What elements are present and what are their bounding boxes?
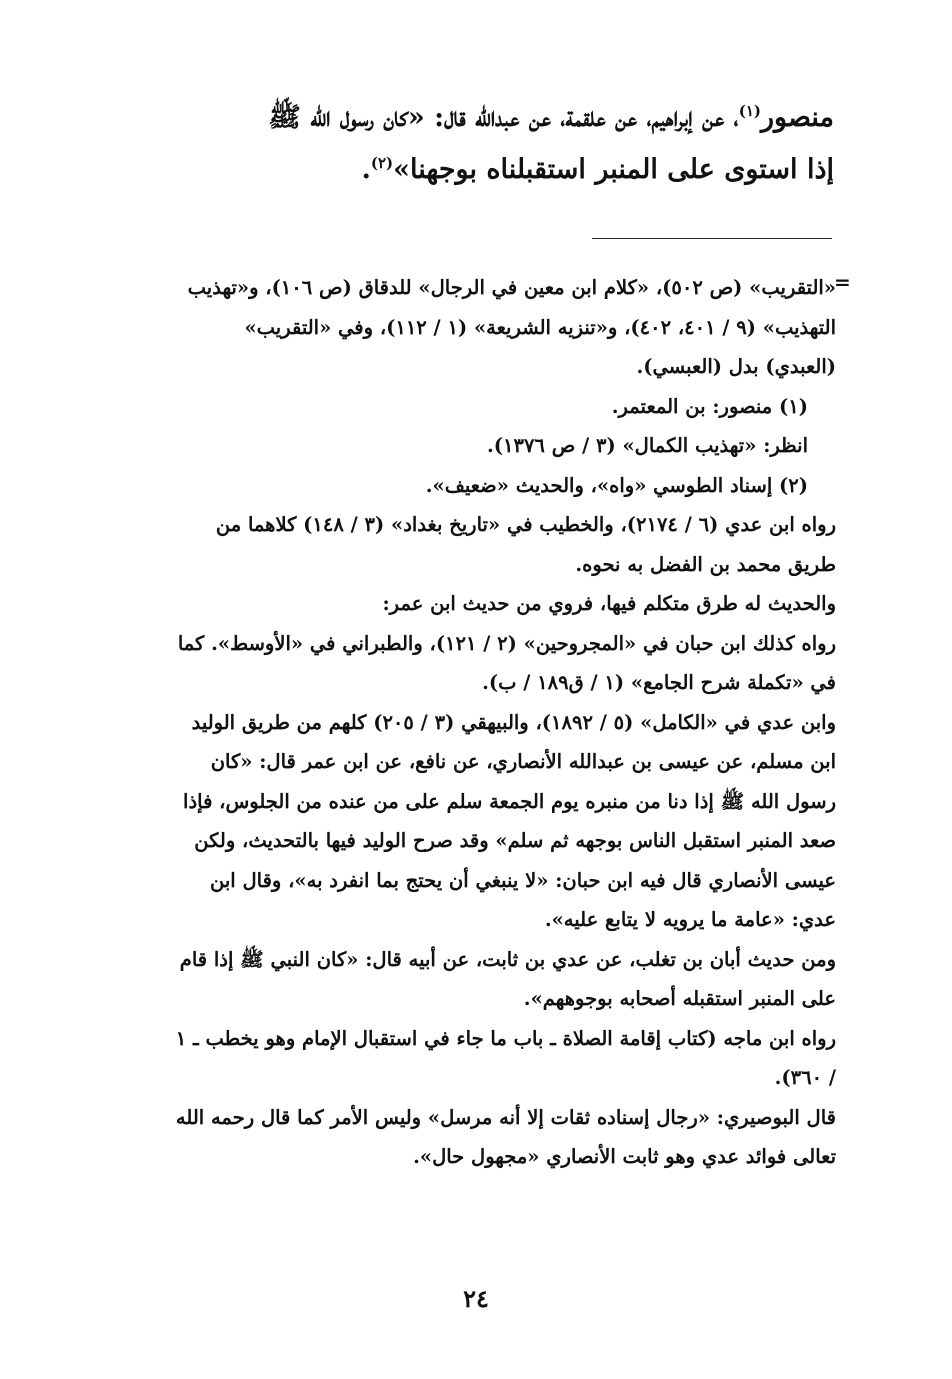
main-line-2 bbox=[110, 144, 834, 196]
footnote-ref-2[interactable]: (٢) bbox=[370, 154, 394, 172]
footnote-line: في «تكملة شرح الجامع» (١ / ق١٨٩ / ب). bbox=[482, 671, 836, 694]
footnote-line: قال البوصيري: «رجال إسناده ثقات إلا أنه مرسل» وليس الأمر كما قال رحمه الله bbox=[175, 1105, 836, 1129]
footnote-line: انظر: «تهذيب الكمال» (٣ / ص ١٣٧٦). bbox=[487, 434, 808, 457]
footnote-line: وابن عدي في «الكامل» (٥ / ١٨٩٢)، والبيهقي (٣ / ٢٠٥) كلهم من طريق الوليد bbox=[191, 710, 836, 734]
continuation-mark: = bbox=[834, 270, 851, 294]
footnote-line: ابن مسلم، عن عيسى بن عبدالله الأنصاري، عن نافع، عن ابن عمر قال: «كان bbox=[210, 750, 836, 773]
footnote-line: صعد المنبر استقبل الناس بوجهه ثم سلم» وقد صرح الوليد فيها بالتحديث، ولكن bbox=[194, 829, 836, 852]
footnote-line: رواه ابن عدي (٦ / ٢١٧٤)، والخطيب في «تاريخ بغداد» (٣ / ١٤٨) كلاهما من bbox=[215, 513, 836, 536]
footnote-line: «التقريب» (ص ٥٠٢)، «كلام ابن معين في الرجال» للدقاق (ص ١٠٦)، و«تهذيب bbox=[187, 276, 836, 299]
footnote-line: عدي: «عامة ما يرويه لا يتابع عليه». bbox=[544, 908, 836, 931]
footnote-line: طريق محمد بن الفضل به نحوه. bbox=[575, 552, 836, 576]
footnote-line: والحديث له طرق متكلم فيها، فروي من حديث ابن عمر: bbox=[382, 592, 836, 615]
main-text-segment: منصور bbox=[760, 102, 834, 133]
footnote-line: رواه كذلك ابن حبان في «المجروحين» (٢ / ١٢١)، والطبراني في «الأوسط». كما bbox=[177, 631, 836, 655]
main-text-block bbox=[110, 92, 834, 196]
footnote-line: عيسى الأنصاري قال فيه ابن حبان: «لا ينبغي أن يحتج بما انفرد به»، وقال ابن bbox=[210, 868, 836, 892]
footnote-1-heading: (١) منصور: بن المعتمر. bbox=[611, 394, 808, 418]
footnote-line: / ٣٦٠). bbox=[774, 1066, 836, 1089]
main-text-segment: ، عن إبراهيم، عن علقمة، عن عبدالله قال: «كان رسول الله ﷺ bbox=[268, 102, 739, 133]
footnote-line: ومن حديث أبان بن تغلب، عن عدي بن ثابت، عن أبيه قال: «كان النبي ﷺ إذا قام bbox=[179, 947, 836, 971]
main-paragraph bbox=[110, 92, 834, 196]
footnote-separator bbox=[592, 238, 832, 239]
footnote-line: (العبدي) بدل (العبسي). bbox=[636, 355, 836, 378]
footnote-line: على المنبر استقبله أصحابه بوجوههم». bbox=[523, 987, 836, 1010]
main-text-segment: إذا استوى على المنبر استقبلناه بوجهنا» bbox=[393, 154, 834, 185]
footnote-line: التهذيب» (٩ / ٤٠١، ٤٠٢)، و«تنزيه الشريعة» (١ / ١١٢)، وفي «التقريب» bbox=[244, 315, 836, 339]
footnote-line: رواه ابن ماجه (كتاب إقامة الصلاة ـ باب ما جاء في استقبال الإمام وهو يخطب ـ ١ bbox=[175, 1026, 836, 1050]
footnotes bbox=[110, 268, 836, 1177]
footnote-line: رسول الله ﷺ إذا دنا من منبره يوم الجمعة سلم على من عنده من الجلوس، فإذا bbox=[183, 789, 836, 813]
page-number: ٢٤ bbox=[463, 1284, 489, 1313]
main-text-segment: . bbox=[361, 154, 371, 185]
footnote-2-heading: (٢) إسناد الطوسي «واه»، والحديث «ضعيف». bbox=[425, 473, 808, 497]
footnote-ref-1[interactable]: (١) bbox=[738, 102, 761, 120]
main-line-1 bbox=[110, 92, 834, 144]
footnote-line: تعالى فوائد عدي وهو ثابت الأنصاري «مجهول حال». bbox=[413, 1145, 836, 1168]
